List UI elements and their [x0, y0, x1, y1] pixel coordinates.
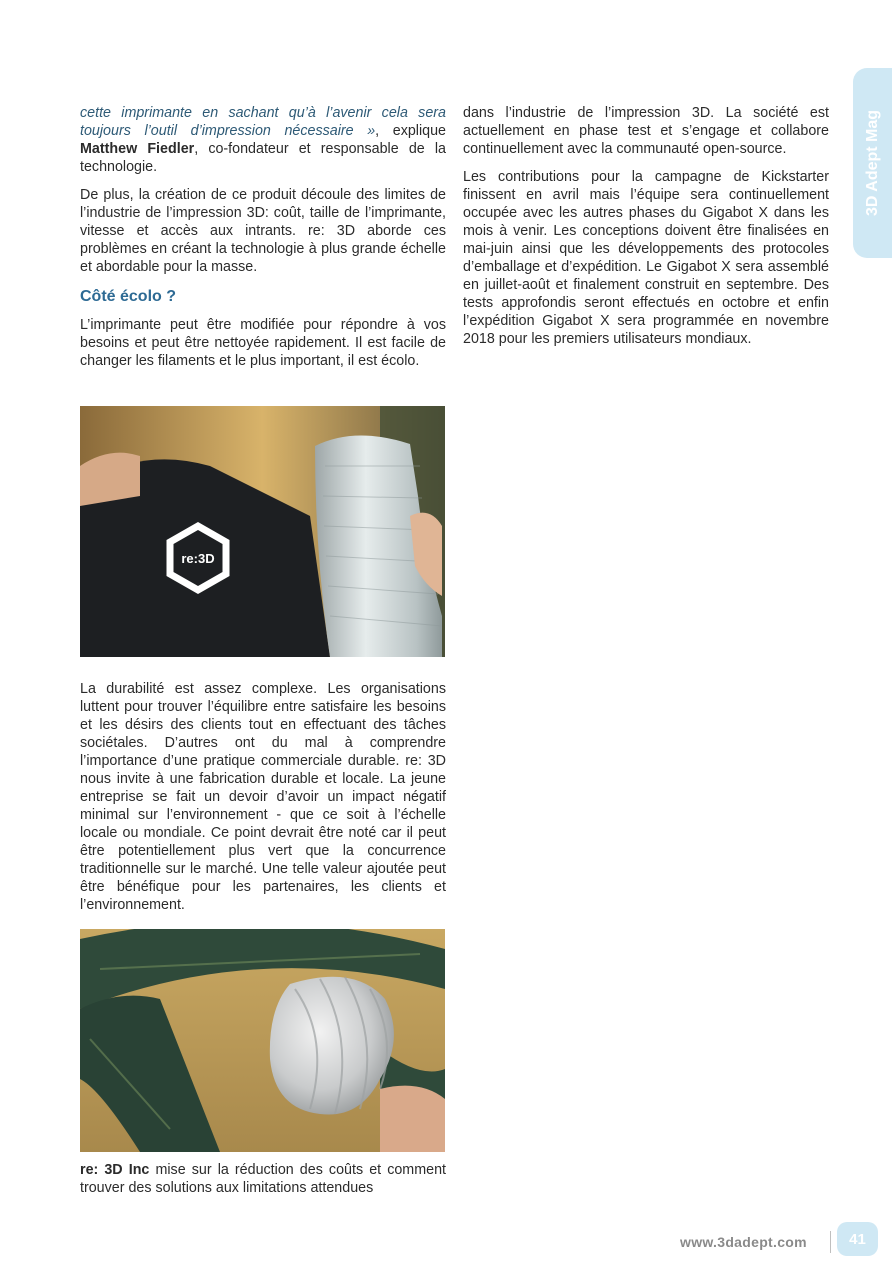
intro-paragraph — [80, 104, 446, 176]
page-number-badge: 41 — [837, 1222, 878, 1256]
paragraph-4: La durabilité est assez complexe. Les organisations luttent pour trouver l’équilibre entre satisfaire les besoins et les désirs des clients tout en effectuant des tâches sociétales. D’autres ont du mal à comprendre l’importance d’une pratique commerciale durable. re: 3D nous invite à une fabrication durable et locale. La jeune entreprise se fait un devoir d’avoir un impact négatif minimal sur l’environnement - que ce soit à l’échelle locale ou mondiale. Ce point devrait être noté car il peut être potentiellement plus vert que la concurrence traditionnelle sur le marché. Une telle valeur ajoutée peut être bénéfique pour les partenaires, les clients et l’environnement. — [80, 681, 446, 913]
photo-caption — [80, 1161, 446, 1197]
intro-rest: , co-fondateur et responsable de la technologie. — [80, 141, 446, 175]
photo-printed-vase-circuit-ring — [80, 929, 445, 1152]
right-column — [463, 104, 829, 358]
footer-url[interactable]: www.3dadept.com — [680, 1234, 807, 1250]
paragraph-2: De plus, la création de ce produit découle des limites de l’industrie de l’impression 3D: coût, taille de l’imprimante, vitesse et accès aux intrants. re: 3D aborde ces problèmes en créant la technologie à plus grande échelle et abordable pour la masse. — [80, 187, 446, 275]
caption-bold: re: 3D Inc — [80, 1162, 150, 1178]
caption-rest: mise sur la réduction des coûts et comment trouver des solutions aux limitations attendues — [80, 1162, 446, 1196]
right-paragraph-1: dans l’industrie de l’impression 3D. La société est actuellement en phase test et s’engage et collabore continuellement avec la communauté open-source. — [463, 105, 829, 157]
side-tab-label: 3D Adept Mag — [863, 109, 881, 217]
caption-paragraph — [80, 1161, 446, 1197]
intro-after-quote: , explique — [375, 123, 446, 139]
section-title: Côté écolo ? — [80, 288, 177, 305]
intro-quote: cette imprimante en sachant qu’à l’avenir cela sera toujours l’outil d’impression nécessaire » — [80, 105, 446, 139]
left-column — [80, 104, 446, 380]
photo-printed-vase-tshirt — [80, 406, 445, 657]
paragraph-3: L’imprimante peut être modifiée pour répondre à vos besoins et peut être nettoyée rapidement. Il est facile de changer les filaments et le plus important, il est écolo. — [80, 317, 446, 369]
footer-divider — [830, 1231, 831, 1253]
tshirt-logo: re:3D — [181, 551, 215, 566]
right-paragraph-2: Les contributions pour la campagne de Kickstarter finissent en avril mais l’équipe sera continuellement occupée avec les autres phases du Gigabot X dans les mois à venir. Les conceptions doivent être finalisées en mai-juin ainsi que les développements des protocoles d’emballage et d’expédition. Le Gigabot X sera assemblé en juillet-août et finalement construit en septembre. Des tests approfondis seront effectués en octobre et enfin l’expédition Gigabot X sera programmée en novembre 2018 pour les premiers utilisateurs mondiaux. — [463, 169, 829, 347]
intro-person: Matthew Fiedler — [80, 141, 195, 157]
side-tab — [853, 68, 892, 258]
paragraph-4-block — [80, 680, 446, 914]
